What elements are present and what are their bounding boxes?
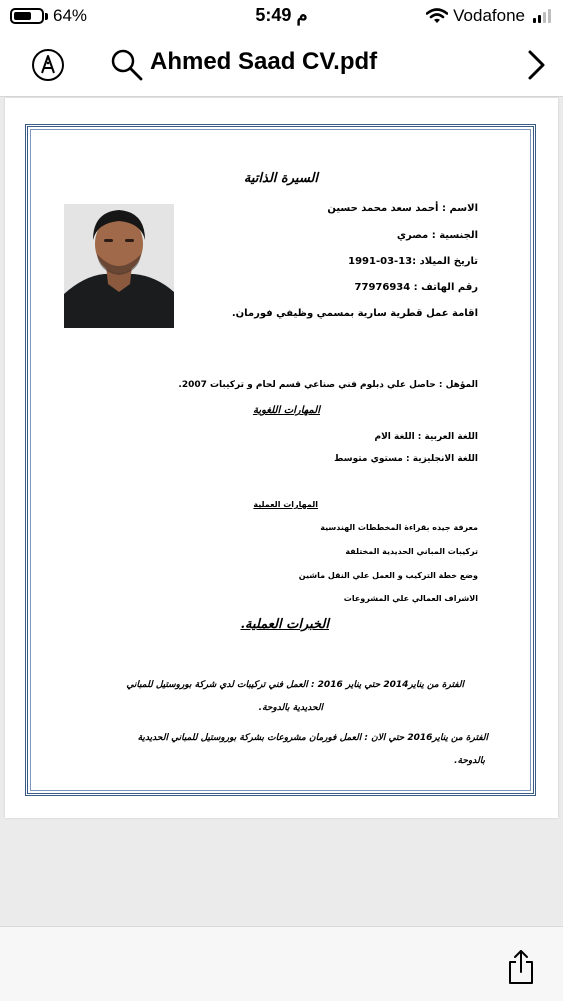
- skill-item: معرفة جيده بقراءة المخططات الهندسية: [320, 523, 478, 532]
- share-icon: [507, 949, 535, 985]
- cv-name: الاسم : أحمد سعد محمد حسين: [327, 203, 478, 214]
- lang-english: اللغة الانجليزية : مستوي متوسط: [334, 454, 478, 464]
- cv-birth-date: تاريخ الميلاد :13-03-1991: [348, 256, 478, 267]
- signal-icon: [531, 9, 551, 23]
- wifi-icon: [426, 8, 448, 24]
- experience-heading: الخبرات العملية.: [240, 617, 329, 632]
- experience-2-line-1: الفترة من يناير2016 حتي الان : العمل فورمان مشروعات بشركة بوروستيل للمباني الحديدية: [137, 733, 488, 743]
- experience-2-line-2: بالدوحة.: [454, 756, 485, 766]
- experience-1-line-2: الحديدية بالدوحة.: [258, 703, 323, 713]
- carrier-name: Vodafone: [453, 6, 525, 25]
- lang-arabic: اللغة العربية : اللغة الام: [374, 432, 478, 442]
- cv-residence: اقامة عمل قطرية سارية بمسمي وظيفي فورمان.: [231, 308, 478, 319]
- skill-item: الاشراف العمالي علي المشروعات: [343, 594, 478, 603]
- cv-qualification: المؤهل : حاصل علي دبلوم فني صناعي قسم لحام و تركيبات 2007.: [178, 380, 478, 390]
- search-button[interactable]: [106, 45, 146, 85]
- document-title: Ahmed Saad CV.pdf: [150, 48, 378, 75]
- practical-heading: المهارات العملية: [253, 500, 318, 509]
- markup-button[interactable]: [30, 47, 66, 83]
- search-icon: [108, 47, 144, 83]
- skill-item: تركيبات المباني الحديدية المختلفة: [345, 547, 478, 556]
- nav-bar: [0, 34, 563, 97]
- languages-heading: المهارات اللغوية: [252, 405, 320, 416]
- cv-phone: رقم الهاتف : 77976934: [354, 282, 478, 293]
- clock: 5:49 م: [255, 5, 308, 25]
- battery-percent: 64%: [53, 6, 88, 25]
- pdf-page[interactable]: [5, 98, 558, 818]
- cv-nationality: الجنسية : مصري: [396, 230, 478, 241]
- status-bar: [0, 0, 563, 34]
- markup-pen-icon: [31, 48, 65, 82]
- skill-item: وضع خطة التركيب و العمل علي النقل ماشين: [298, 571, 478, 580]
- bottom-toolbar: [0, 926, 563, 1001]
- chevron-right-icon: [526, 49, 546, 81]
- experience-1-line-1: الفترة من يناير2014 حتي يناير 2016 : العمل فني تركيبات لدي شركة بوروستيل للمباني: [126, 680, 464, 690]
- next-button[interactable]: [520, 48, 552, 82]
- cv-content: [5, 98, 558, 818]
- cv-heading: السيرة الذاتية: [243, 171, 318, 186]
- share-button[interactable]: [507, 949, 535, 989]
